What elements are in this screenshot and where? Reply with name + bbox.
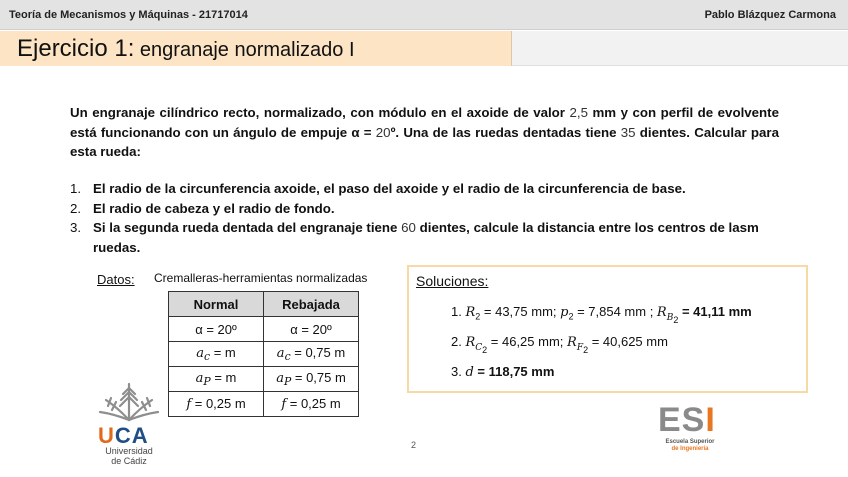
solution-number: 3.	[451, 364, 466, 379]
math-val: = 43,75 mm;	[480, 304, 561, 319]
math-val: = 0,75 m	[290, 344, 346, 360]
math-sub: C	[475, 342, 483, 353]
uca-letter-u: U	[98, 423, 115, 448]
problem-statement	[70, 103, 779, 162]
solutions-box	[407, 265, 808, 393]
problem-module-value: 2,5	[569, 105, 588, 120]
table-cell: α = 20º	[264, 317, 359, 342]
question-item	[70, 218, 779, 257]
math-val: = 0,75 m	[291, 369, 346, 385]
math-var: R	[567, 335, 577, 350]
problem-text-1: Un engranaje cilíndrico recto, normalizado, con módulo en el axoide de valor	[70, 105, 570, 120]
esi-logo	[658, 401, 726, 455]
problem-text-4: dientes. Calcular para esta rueda:	[70, 124, 779, 159]
esi-subtitle-line-2: de Ingeniería	[671, 446, 709, 452]
uca-subtitle-line-2: de Cádiz	[111, 456, 147, 466]
table-header-row	[169, 292, 359, 317]
question-text: El radio de cabeza y el radio de fondo.	[93, 200, 335, 216]
math-var: R	[465, 305, 476, 320]
datos-table	[168, 291, 359, 417]
math-var: a	[195, 370, 204, 386]
uca-emblem-icon	[96, 380, 162, 424]
math-subsub: 2	[482, 344, 488, 355]
solutions-title: Soluciones:	[416, 273, 489, 289]
math-sub: B	[666, 312, 674, 323]
table-cell	[169, 367, 264, 392]
uca-subtitle	[96, 446, 162, 466]
math-val: = 118,75 mm	[473, 364, 555, 379]
math-sub: 2	[568, 311, 574, 322]
question-number: 1.	[70, 181, 82, 196]
solution-number: 2.	[451, 334, 466, 349]
math-sub: c	[284, 350, 291, 364]
slide-title-sub: engranaje normalizado I	[134, 39, 355, 61]
table-cell	[264, 367, 359, 392]
math-subsub: 2	[583, 344, 589, 355]
question-text-a: Si la segunda rueda dentada del engranaje tiene	[93, 220, 402, 235]
question-item	[70, 179, 779, 199]
datos-table-caption: Cremalleras-herramientas normalizadas	[154, 271, 368, 285]
table-cell	[169, 342, 264, 367]
math-val: = 7,854 mm ;	[573, 304, 657, 319]
datos-label: Datos:	[97, 272, 135, 287]
table-cell	[264, 342, 359, 367]
solution-3	[451, 364, 554, 380]
math-val: = 41,11 mm	[678, 304, 752, 319]
table-cell	[264, 392, 359, 417]
math-var: R	[656, 305, 667, 320]
math-sub: P	[283, 375, 292, 389]
math-sub: F	[576, 342, 584, 353]
question-teeth-value: 60	[401, 220, 416, 235]
slide-title-bar	[0, 31, 512, 66]
table-row	[169, 342, 359, 367]
question-text-b: dientes, calcule la distancia entre los centros de lasm ruedas.	[93, 220, 759, 255]
problem-text-2: mm y con perfil de evolvente está funcionando con un ángulo de empuje α =	[70, 105, 780, 140]
problem-text-3: º. Una de las ruedas dentadas tiene	[390, 124, 621, 140]
math-var: d	[465, 365, 474, 380]
solution-2	[451, 334, 668, 354]
table-header-normal: Normal	[169, 292, 264, 317]
title-bar-filler	[512, 31, 848, 66]
question-item	[70, 199, 779, 219]
page-number: 2	[411, 440, 417, 450]
math-val: = 0,25 m	[191, 396, 246, 411]
table-cell: α = 20º	[169, 317, 264, 342]
math-var: a	[196, 345, 205, 361]
question-number: 2.	[70, 200, 82, 216]
uca-subtitle-line-1: Universidad	[105, 446, 153, 456]
math-subsub: 2	[673, 314, 679, 325]
uca-letters-ca: CA	[114, 423, 149, 448]
math-var: p	[560, 305, 569, 320]
course-title: Teoría de Mecanismos y Máquinas - 21717014	[9, 9, 248, 21]
uca-logo	[96, 380, 162, 472]
math-val: = 0,25 m	[286, 396, 341, 411]
math-var: a	[276, 370, 284, 386]
math-val: = m	[210, 344, 236, 360]
table-row	[169, 317, 359, 342]
math-val: = 46,25 mm;	[487, 334, 568, 349]
problem-teeth-value: 35	[620, 124, 636, 140]
slide-title-main: Ejercicio 1:	[17, 35, 135, 62]
table-row	[169, 367, 359, 392]
math-val: = 40,625 mm	[588, 334, 668, 349]
question-number: 3.	[70, 220, 82, 235]
table-header-rebajada: Rebajada	[264, 292, 359, 317]
question-text: El radio de la circunferencia axoide, el paso del axoide y el radio de la circunferencia de base.	[93, 181, 686, 196]
esi-letters-es: ES	[658, 401, 706, 439]
solution-1	[451, 304, 752, 324]
table-row	[169, 392, 359, 417]
math-var: a	[276, 345, 285, 361]
slide-title	[17, 35, 355, 63]
math-var: R	[465, 335, 476, 350]
esi-subtitle-line-1: Escuela Superior	[665, 439, 715, 445]
math-var: f	[281, 397, 287, 412]
table-cell	[169, 392, 264, 417]
math-sub: P	[203, 375, 211, 389]
solution-number: 1.	[451, 304, 466, 319]
math-var: f	[186, 397, 192, 412]
math-sub: c	[204, 350, 211, 364]
header-bar	[0, 0, 848, 30]
author-name: Pablo Blázquez Carmona	[704, 9, 836, 21]
esi-wordmark	[658, 401, 716, 440]
question-list	[70, 179, 779, 257]
math-sub: 2	[475, 311, 481, 322]
problem-angle-value: 20	[375, 124, 391, 140]
esi-letter-i: I	[705, 401, 716, 439]
math-val: = m	[210, 369, 237, 385]
